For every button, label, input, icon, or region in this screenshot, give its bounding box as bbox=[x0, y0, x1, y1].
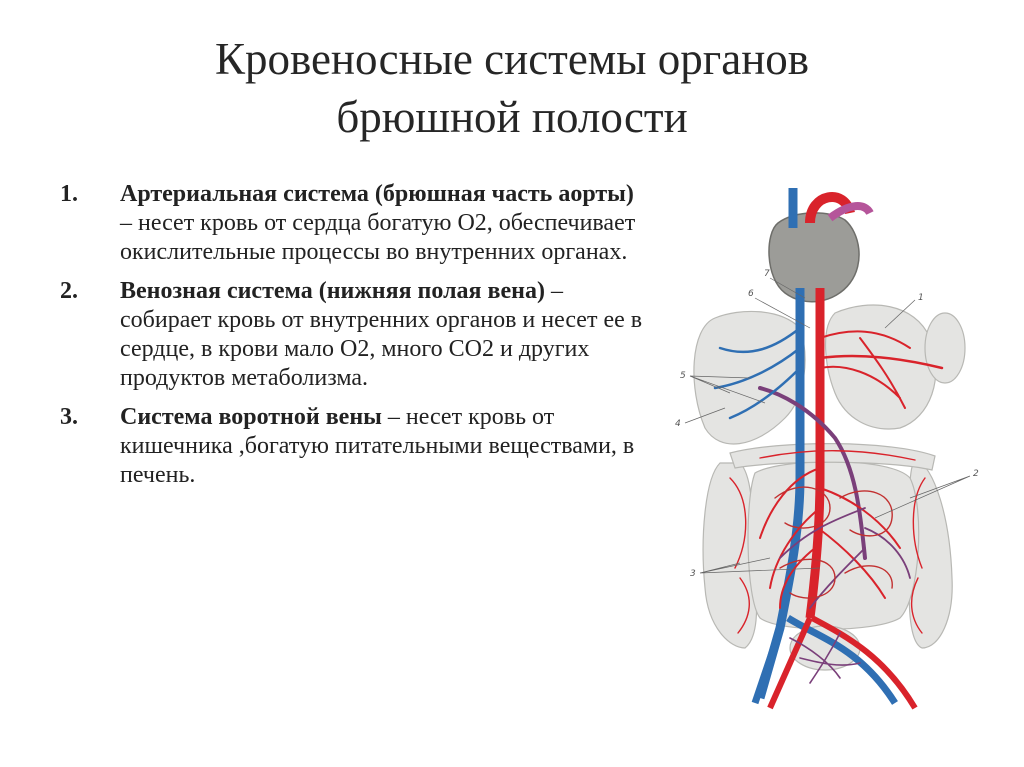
heart bbox=[769, 188, 870, 302]
list-item-description: – несет кровь от кишечника ,богатую питательными веществами, в печень. bbox=[120, 404, 635, 488]
organs bbox=[694, 305, 965, 670]
label-1: 1 bbox=[918, 293, 924, 303]
label-6: 6 bbox=[748, 289, 754, 299]
list-item-text bbox=[120, 403, 650, 490]
list-item-description: – несет кровь от сердца богатую О2, обеспечивает окислительные процессы во внутренних органах. bbox=[120, 210, 636, 265]
list-item bbox=[60, 180, 650, 267]
heart-shape bbox=[769, 213, 859, 302]
label-7: 7 bbox=[764, 269, 770, 279]
list-item-number: 1. bbox=[60, 181, 78, 207]
circulatory-diagram bbox=[660, 178, 990, 718]
label-5: 5 bbox=[680, 371, 686, 381]
numbered-list bbox=[60, 180, 650, 500]
list-item-text bbox=[120, 277, 650, 393]
label-4: 4 bbox=[675, 419, 681, 429]
slide-title-line-2: брюшной полости bbox=[336, 92, 688, 142]
label-3: 3 bbox=[690, 569, 696, 579]
list-item-term: Артериальная система (брюшная часть аорты) bbox=[120, 181, 634, 207]
list-item-description: – собирает кровь от внутренних органов и несет ее в сердце, в крови мало О2, много СО2 и других продуктов метаболизма. bbox=[120, 278, 643, 391]
spleen-shape bbox=[925, 313, 965, 383]
slide-title bbox=[0, 30, 1024, 146]
list-item-text bbox=[120, 180, 650, 267]
circulatory-illustration bbox=[660, 178, 990, 718]
list-item-number: 3. bbox=[60, 404, 78, 430]
list-item bbox=[60, 277, 650, 393]
list-item-number: 2. bbox=[60, 278, 78, 304]
label-2: 2 bbox=[973, 469, 979, 479]
list-item-term: Венозная система (нижняя полая вена) bbox=[120, 278, 545, 304]
slide-title-line-1: Кровеносные системы органов bbox=[214, 34, 810, 84]
small-intestine-shape bbox=[748, 462, 919, 630]
list-item-term: Система воротной вены bbox=[120, 404, 382, 430]
list-item bbox=[60, 403, 650, 490]
